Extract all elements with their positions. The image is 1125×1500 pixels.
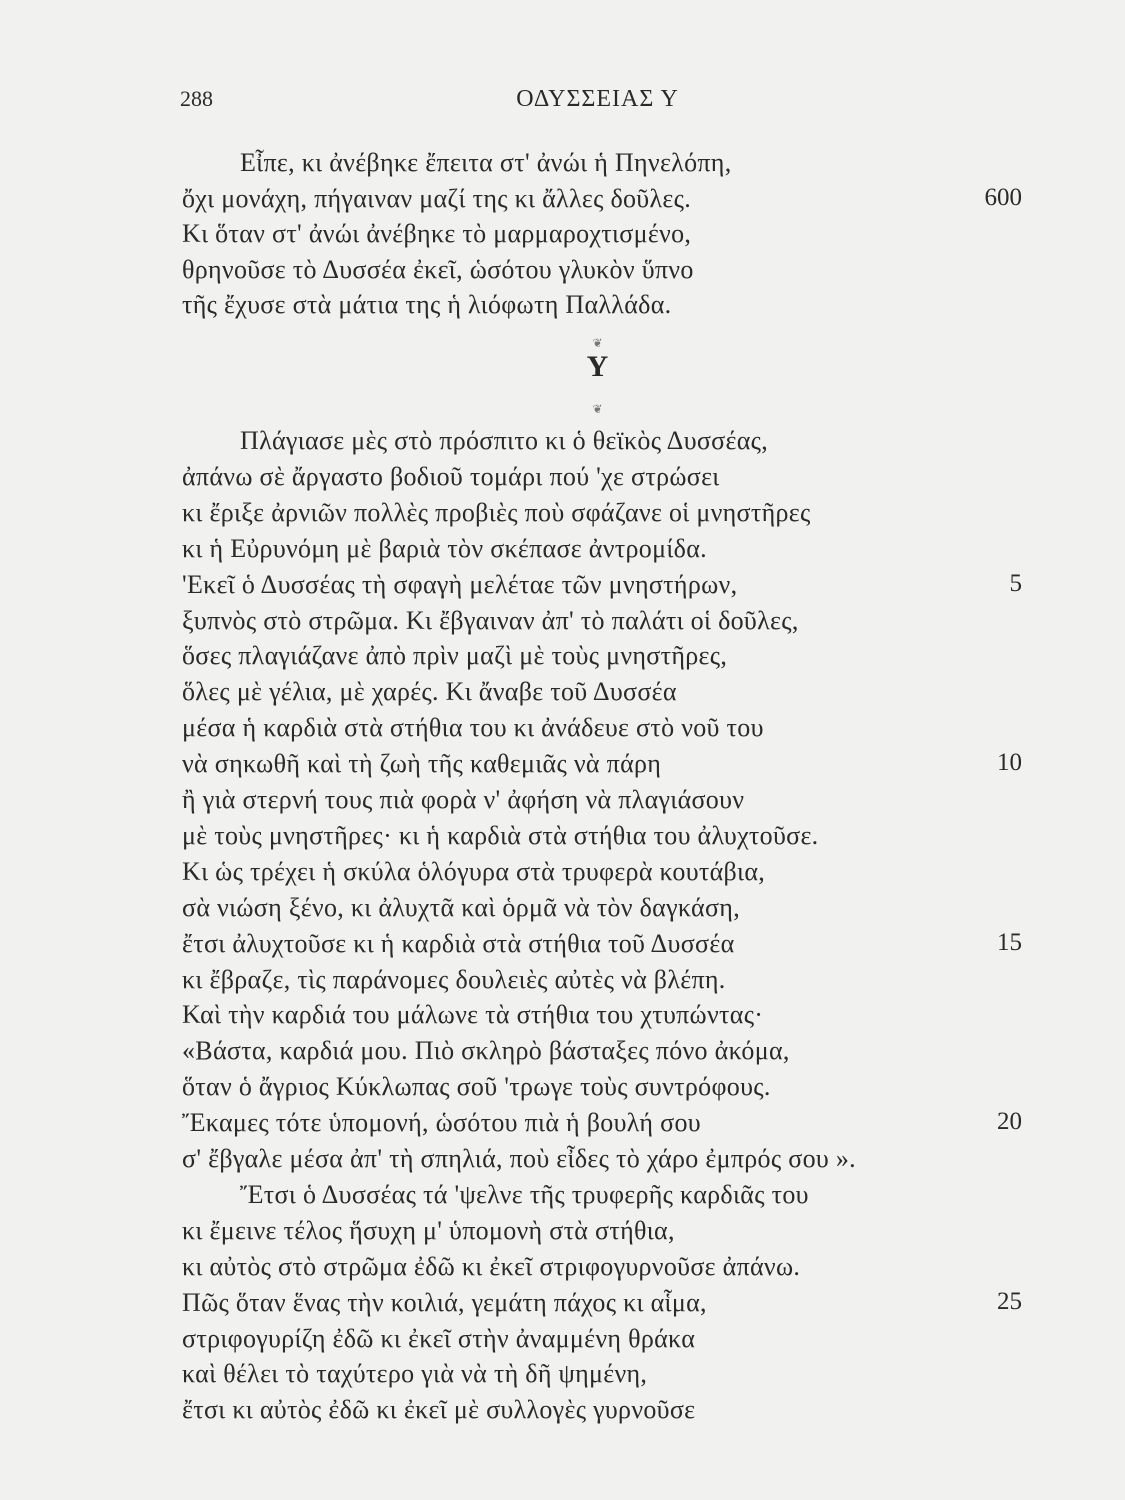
line-number: 5 [1009,569,1022,597]
verse-line: νὰ σηκωθῆ καὶ τὴ ζωὴ τῆς καθεμιᾶς νὰ πάρη [182,749,662,779]
verse-line: ὄχι μονάχη, πήγαιναν μαζί της κι ἄλλες δοῦλες. [182,183,692,213]
verse-line: ἔτσι ἀλυχτοῦσε κι ἡ καρδιὰ στὰ στήθια τοῦ Δυσσέα [182,928,735,958]
verse-line: ὅταν ὁ ἄγριος Κύκλωπας σοῦ 'τρωγε τοὺς συντρόφους. [182,1072,771,1102]
verse-line: σ' ἔβγαλε μέσα ἀπ' τὴ σπηλιά, ποὺ εἶδες τὸ χάρο ἐμπρός σου ». [182,1144,856,1173]
verse-line: κι ἔριξε ἀρνιῶν πολλὲς προβιὲς ποὺ σφάζανε οἱ μνηστῆρες [182,497,811,527]
verse-line: ὅσες πλαγιάζανε ἀπὸ πρὶν μαζὶ μὲ τοὺς μνηστῆρες, [182,641,728,671]
verse-line: 'Εκεῖ ὁ Δυσσέας τὴ σφαγὴ μελέταε τῶν μνηστήρων, [182,569,738,599]
verse-line: ξυπνὸς στὸ στρῶμα. Κι ἔβγαιναν ἀπ' τὸ παλάτι οἱ δοῦλες, [182,605,799,635]
ornament-top-icon: ❦ [592,336,603,350]
verse-line: Ἔκαμες τότε ὑπομονή, ὡσότου πιὰ ἡ βουλή σου [182,1108,701,1138]
verse-line: Καὶ τὴν καρδιά του μάλωνε τὰ στήθια του χτυπώντας· [182,1000,764,1030]
verse-line: Κι ὡς τρέχει ἡ σκύλα ὁλόγυρα στὰ τρυφερὰ κουτάβια, [182,856,766,886]
line-number: 10 [997,749,1022,777]
line-number: 25 [997,1287,1022,1315]
verse-line: καὶ θέλει τὸ ταχύτερο γιὰ νὰ τὴ δῆ ψημένη, [182,1359,648,1389]
verse-line: τῆς ἔχυσε στὰ μάτια της ἡ λιόφωτη Παλλάδα. [182,290,672,319]
verse-line: στριφογυρίζη ἐδῶ κι ἐκεῖ στὴν ἀναμμένη θράκα [182,1323,696,1353]
line-number: 15 [997,928,1022,956]
verse-line: «Βάστα, καρδιά μου. Πιὸ σκληρὸ βάσταξες πόνο ἀκόμα, [182,1036,790,1066]
verse-line: μέσα ἡ καρδιὰ στὰ στήθια του κι ἀνάδευε στὸ νοῦ του [182,713,764,743]
verse-line: Πλάγιασε μὲς στὸ πρόσπιτο κι ὁ θεϊκὸς Δυσσέας, [240,426,769,455]
page-number: 288 [180,86,213,111]
verse-line: Ἔτσι ὁ Δυσσέας τά 'ψελνε τῆς τρυφερῆς καρδιᾶς του [240,1179,809,1209]
verse-line: ὅλες μὲ γέλια, μὲ χαρές. Κι ἄναβε τοῦ Δυσσέα [182,677,677,707]
verse-line: κι ἔβραζε, τὶς παράνομες δουλειὲς αὐτὲς νὰ βλέπη. [182,964,726,994]
ornament-bottom-icon: ❦ [592,402,603,416]
verse-line: κι αὐτὸς στὸ στρῶμα ἐδῶ κι ἐκεῖ στριφογυρνοῦσε ἀπάνω. [182,1251,801,1281]
verse-line: Κι ὅταν στ' ἀνώι ἀνέβηκε τὸ μαρμαροχτισμένο, [182,219,692,248]
verse-line: κι ἡ Εὐρυνόμη μὲ βαριὰ τὸν σκέπασε ἀντρομίδα. [182,533,707,563]
line-number: 20 [997,1108,1022,1136]
verse-line: μὲ τοὺς μνηστῆρες· κι ἡ καρδιὰ στὰ στήθια του ἀλυχτοῦσε. [182,820,819,850]
running-title: ΟΔΥΣΣΕΙΑΣ Υ [516,86,679,112]
book-heading: Υ [586,350,609,383]
verse-line: σὰ νιώση ξένο, κι ἀλυχτᾶ καὶ ὁρμᾶ νὰ τὸν δαγκάση, [182,892,740,922]
verse-line: ἔτσι κι αὐτὸς ἐδῶ κι ἐκεῖ μὲ συλλογὲς γυρνοῦσε [182,1395,696,1425]
verse-line: ἀπάνω σὲ ἄργαστο βοδιοῦ τομάρι πού 'χε στρώσει [182,461,720,491]
verse-line: κι ἔμεινε τέλος ἥσυχη μ' ὑπομονὴ στὰ στήθια, [182,1215,675,1245]
verse-line: Πῶς ὅταν ἕνας τὴν κοιλιά, γεμάτη πάχος κι αἷμα, [182,1287,707,1317]
line-number: 600 [984,183,1022,211]
verse-line: Εἶπε, κι ἀνέβηκε ἔπειτα στ' ἀνώι ἡ Πηνελόπη, [240,148,732,177]
verse-line: θρηνοῦσε τὸ Δυσσέα ἐκεῖ, ὡσότου γλυκὸν ὕπνο [182,254,694,284]
verse-line: ἢ γιὰ στερνή τους πιὰ φορὰ ν' ἀφήση νὰ πλαγιάσουν [182,785,745,814]
